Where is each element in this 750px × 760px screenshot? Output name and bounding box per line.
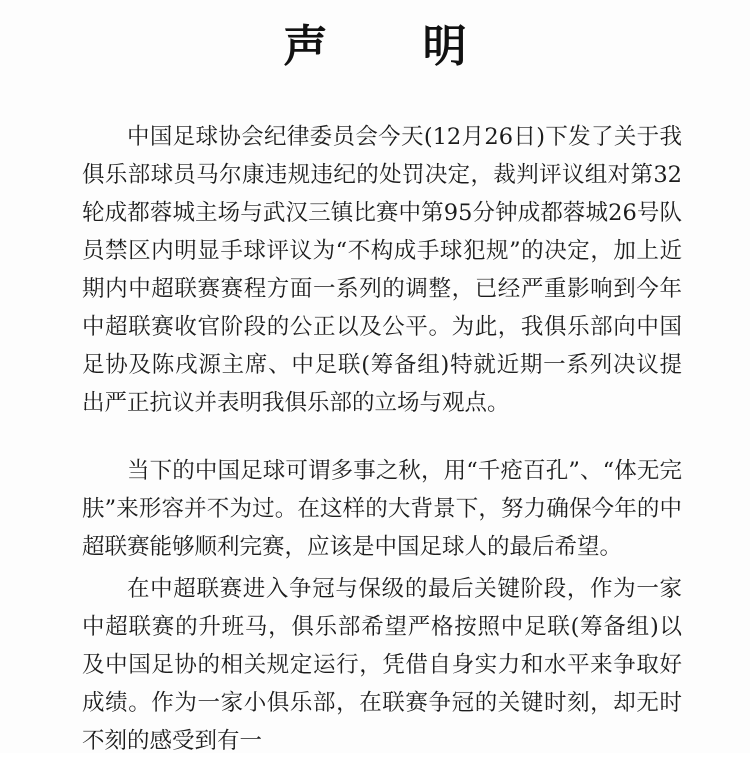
paragraph-1: 中国足球协会纪律委员会今天(12月26日)下发了关于我俱乐部球员马尔康违规违纪的处罚决定，裁判评议组对第32轮成都蓉城主场与武汉三镇比赛中第95分钟成都蓉城26号队员禁区内明显手球评议为“不构成手球犯规”的决定，加上近期内中超联赛赛程方面一系列的调整，已经严重影响到今年中超联赛收官阶段的公正以及公平。为此，我俱乐部向中国足协及陈戌源主席、中足联(筹备组)特就近期一系列决议提出严正抗议并表明我俱乐部的立场与观点。 bbox=[82, 124, 682, 416]
paragraph-3: 在中超联赛进入争冠与保级的最后关键阶段，作为一家中超联赛的升班马，俱乐部希望严格按照中足联(筹备组)以及中国足协的相关规定运行，凭借自身实力和水平来争取好成绩。作为一家小俱乐部，在联赛争冠的关键时刻，却无时不刻的感受到有一 bbox=[82, 576, 682, 754]
document-title: 声 明 bbox=[283, 21, 507, 72]
paragraph-2: 当下的中国足球可谓多事之秋，用“千疮百孔”、“体无完肤”来形容并不为过。在这样的大背景下，努力确保今年的中超联赛能够顺利完赛，应该是中国足球人的最后希望。 bbox=[82, 458, 682, 560]
